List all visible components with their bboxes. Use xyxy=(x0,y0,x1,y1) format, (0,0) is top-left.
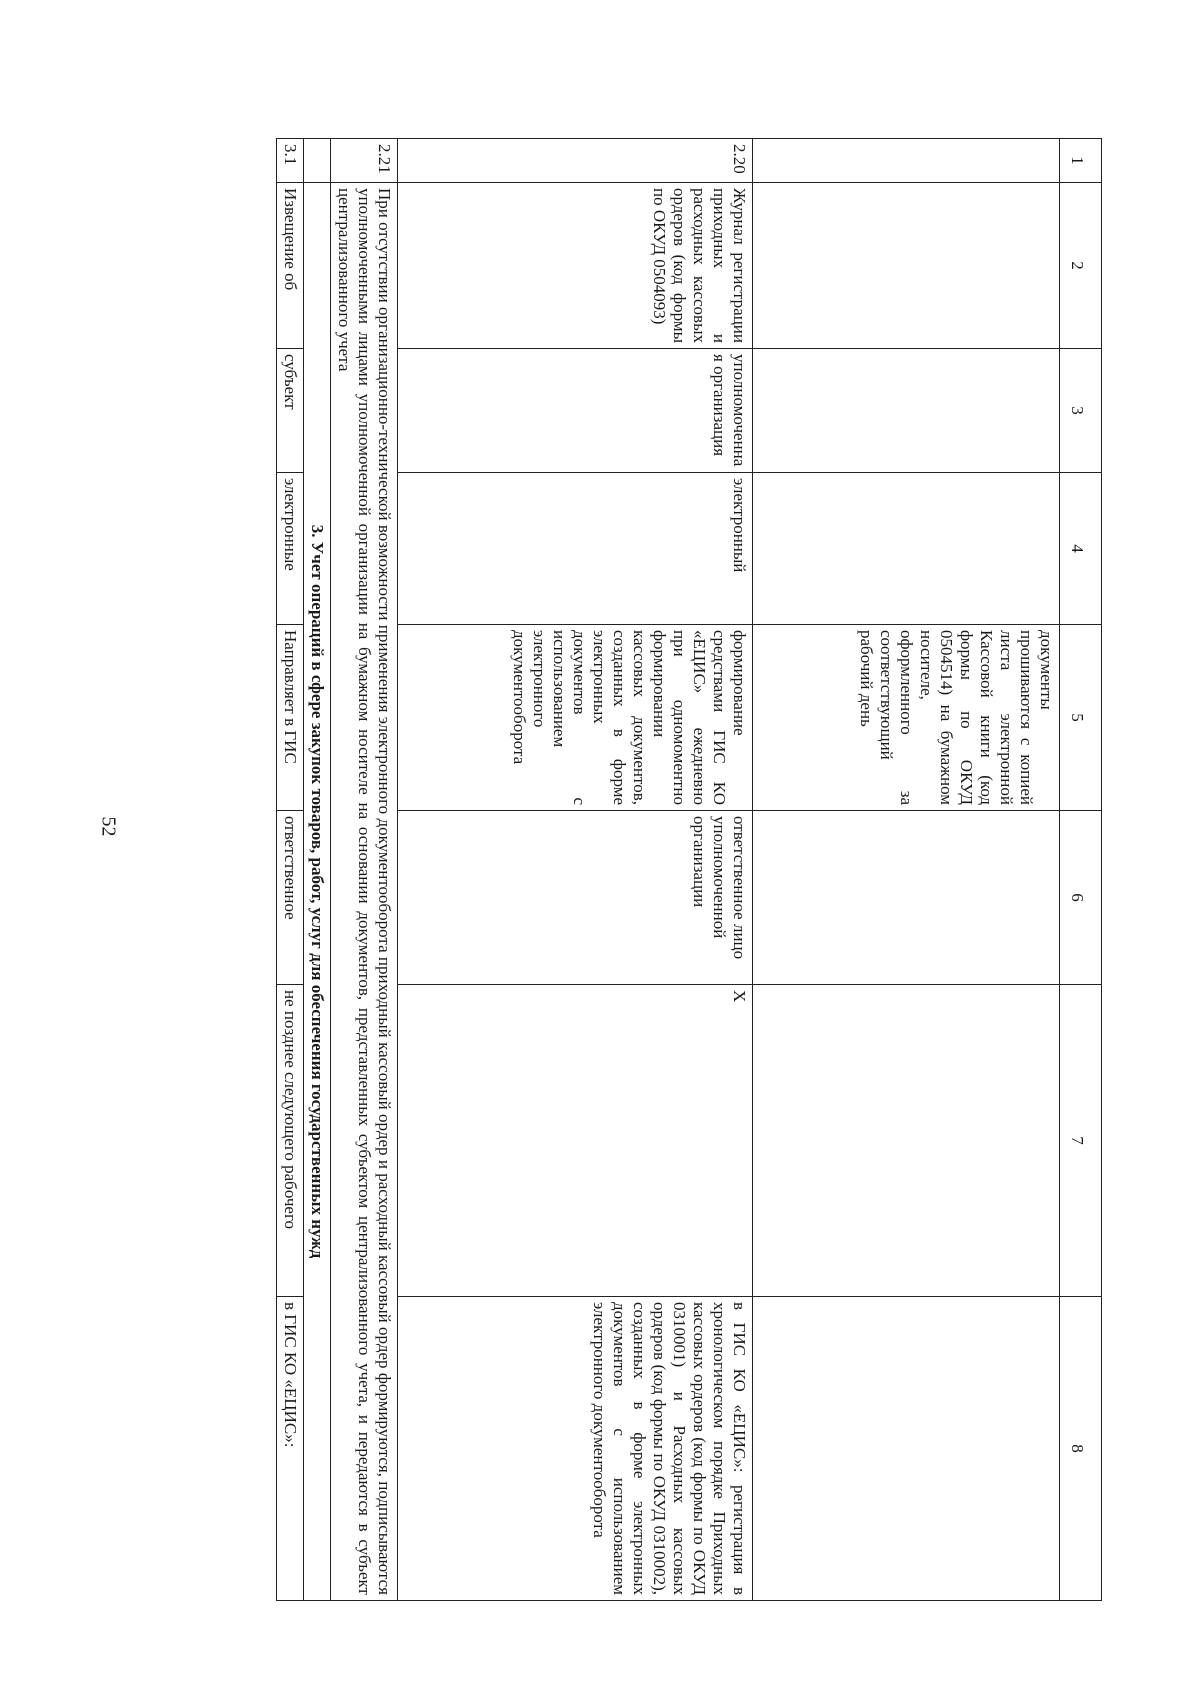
row-3-1-storage: в ГИС КО «ЕЦИС»: xyxy=(277,1297,304,1601)
row-2-20-storage: в ГИС КО «ЕЦИС»: регистрация в хронологическом порядке Приходных кассовых ордеров (код формы по ОКУД 0310001) и Расходных кассовых ордеров (код формы по ОКУД 0310002), созданных в форме электронных документов с использованием электронного документооборота xyxy=(398,1297,753,1601)
header-cell-8: 8 xyxy=(1060,1297,1102,1601)
section-empty-cell xyxy=(304,139,331,183)
table-row xyxy=(277,139,304,1601)
header-cell-1: 1 xyxy=(1060,139,1102,183)
header-cell-7: 7 xyxy=(1060,985,1102,1297)
row-3-1-format: электронные xyxy=(277,473,304,625)
row-2-20-responsible: ответственное лицо уполномоченной организации xyxy=(398,811,753,985)
header-cell-4: 4 xyxy=(1060,473,1102,625)
header-cell-3: 3 xyxy=(1060,349,1102,473)
row-2-19-col7 xyxy=(753,985,1060,1297)
row-2-19-col8 xyxy=(753,1297,1060,1601)
register-table xyxy=(276,138,1102,1601)
row-2-20-number: 2.20 xyxy=(398,139,753,183)
row-2-19-col2 xyxy=(753,183,1060,349)
table-row xyxy=(331,139,398,1601)
page-number: 52 xyxy=(97,816,120,837)
row-2-19-col3 xyxy=(753,349,1060,473)
row-3-1-procedure: Направляет в ГИС xyxy=(277,625,304,811)
row-3-1-responsible: ответственное xyxy=(277,811,304,985)
row-2-19-col6 xyxy=(753,811,1060,985)
row-3-1-creator: субъект xyxy=(277,349,304,473)
row-2-20-procedure: формирование средствами ГИС КО «ЕЦИС» ежедневно при одномоментно формировании кассовых документов, созданных в форме электронных документов с использованием электронного документооборота xyxy=(398,625,753,811)
row-2-21-number: 2.21 xyxy=(331,139,398,183)
row-2-20-deadline: X xyxy=(398,985,753,1297)
row-3-1-number: 3.1 xyxy=(277,139,304,183)
row-2-19-col4 xyxy=(753,473,1060,625)
row-2-20-creator: уполномоченна я организация xyxy=(398,349,753,473)
row-2-20-format: электронный xyxy=(398,473,753,625)
header-row xyxy=(1060,139,1102,1601)
section-row xyxy=(304,139,331,1601)
row-2-20-document: Журнал регистрации приходных и расходных кассовых ордеров (код формы по ОКУД 0504093) xyxy=(398,183,753,349)
header-cell-2: 2 xyxy=(1060,183,1102,349)
table-row xyxy=(753,139,1060,1601)
row-3-1-deadline: не позднее следующего рабочего xyxy=(277,985,304,1297)
table-row xyxy=(398,139,753,1601)
row-2-19-col5: документы прошиваются с копией листа электронной Кассовой книги (код формы по ОКУД 0504514) на бумажном носителе, оформленного за соответствующий рабочий день xyxy=(753,625,1060,811)
row-3-1-document: Извещение об xyxy=(277,183,304,349)
header-cell-6: 6 xyxy=(1060,811,1102,985)
row-2-21-note: При отсутствии организационно-технической возможности применения электронного документооборота приходный кассовый ордер и расходный кассовый ордер формируются, подписываются уполномоченными лицами уполномоченной организации на бумажном носителе на основании документов, представленных субъектом централизованного учета, и передаются в субъект централизованного учета xyxy=(331,183,398,1601)
row-2-19-col1 xyxy=(753,139,1060,183)
header-cell-5: 5 xyxy=(1060,625,1102,811)
rotated-page-content xyxy=(134,138,1102,1600)
section-3-title: 3. Учет операций в сфере закупок товаров, работ, услуг для обеспечения государственных нужд xyxy=(304,183,331,1601)
